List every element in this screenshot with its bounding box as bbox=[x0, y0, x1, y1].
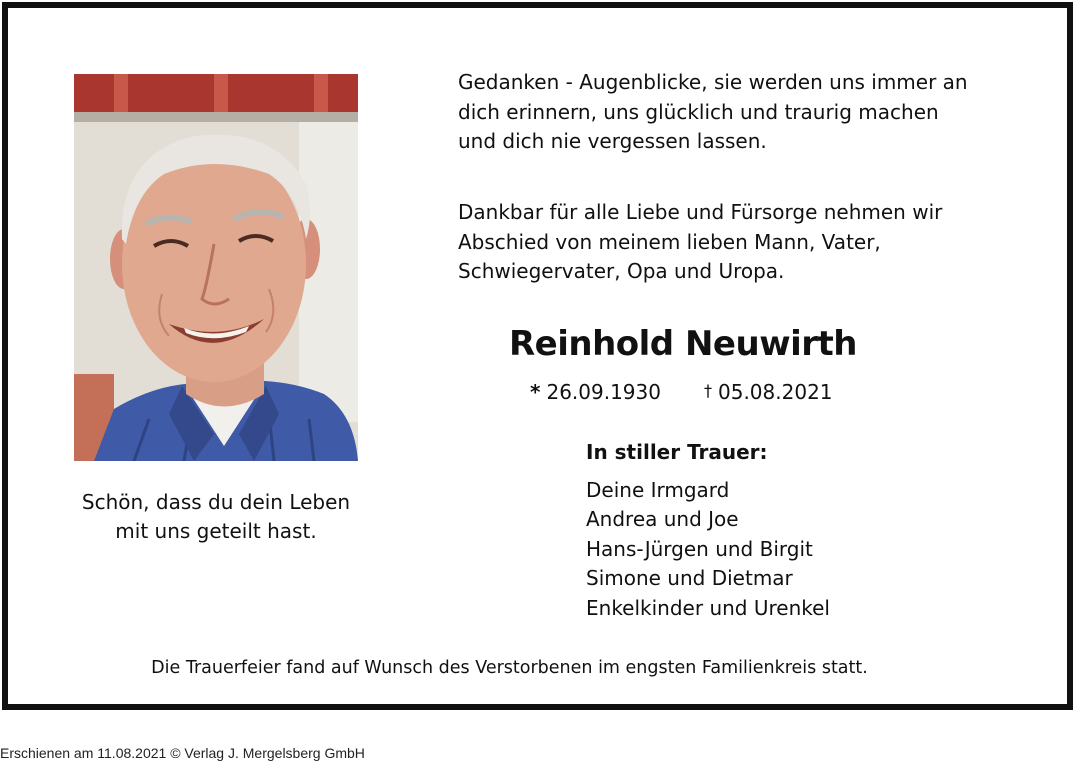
farewell-text bbox=[458, 198, 1058, 287]
mourners-list bbox=[586, 438, 830, 623]
funeral-note: Die Trauerfeier fand auf Wunsch des Verstorbenen im engsten Familienkreis statt. bbox=[151, 658, 868, 678]
caption-line: mit uns geteilt hast. bbox=[115, 519, 317, 543]
memorial-verse bbox=[458, 68, 1058, 157]
farewell-line: Dankbar für alle Liebe und Fürsorge nehmen wir bbox=[458, 200, 943, 224]
birth-date-value: 26.09.1930 bbox=[546, 380, 661, 404]
verse-line: dich erinnern, uns glücklich und traurig machen bbox=[458, 99, 939, 124]
death-date bbox=[704, 380, 833, 404]
deceased-name: Reinhold Neuwirth bbox=[508, 324, 857, 364]
publisher-line: Erschienen am 11.08.2021 © Verlag J. Mergelsberg GmbH bbox=[0, 745, 365, 761]
mourning-heading: In stiller Trauer: bbox=[586, 440, 768, 464]
birth-symbol: * bbox=[530, 380, 541, 404]
birth-date bbox=[530, 380, 661, 404]
farewell-line: Schwiegervater, Opa und Uropa. bbox=[458, 259, 785, 283]
cross-icon: † bbox=[704, 381, 712, 400]
mourner-entry: Hans-Jürgen und Birgit bbox=[586, 536, 813, 561]
verse-line: und dich nie vergessen lassen. bbox=[458, 129, 767, 153]
death-date-value: 05.08.2021 bbox=[718, 380, 833, 404]
caption-line: Schön, dass du dein Leben bbox=[81, 490, 351, 514]
verse-line: Gedanken - Augenblicke, sie werden uns immer an bbox=[458, 70, 968, 94]
photo-caption bbox=[56, 488, 376, 546]
mourner-entry: Simone und Dietmar bbox=[586, 566, 793, 590]
mourner-entry: Andrea und Joe bbox=[586, 507, 739, 531]
portrait-image bbox=[74, 74, 358, 461]
farewell-line: Abschied von meinem lieben Mann, Vater, bbox=[458, 229, 881, 254]
portrait-photo bbox=[74, 74, 358, 461]
mourner-entry: Enkelkinder und Urenkel bbox=[586, 595, 830, 620]
mourner-entry: Deine Irmgard bbox=[586, 477, 730, 502]
obituary-card bbox=[2, 2, 1073, 710]
